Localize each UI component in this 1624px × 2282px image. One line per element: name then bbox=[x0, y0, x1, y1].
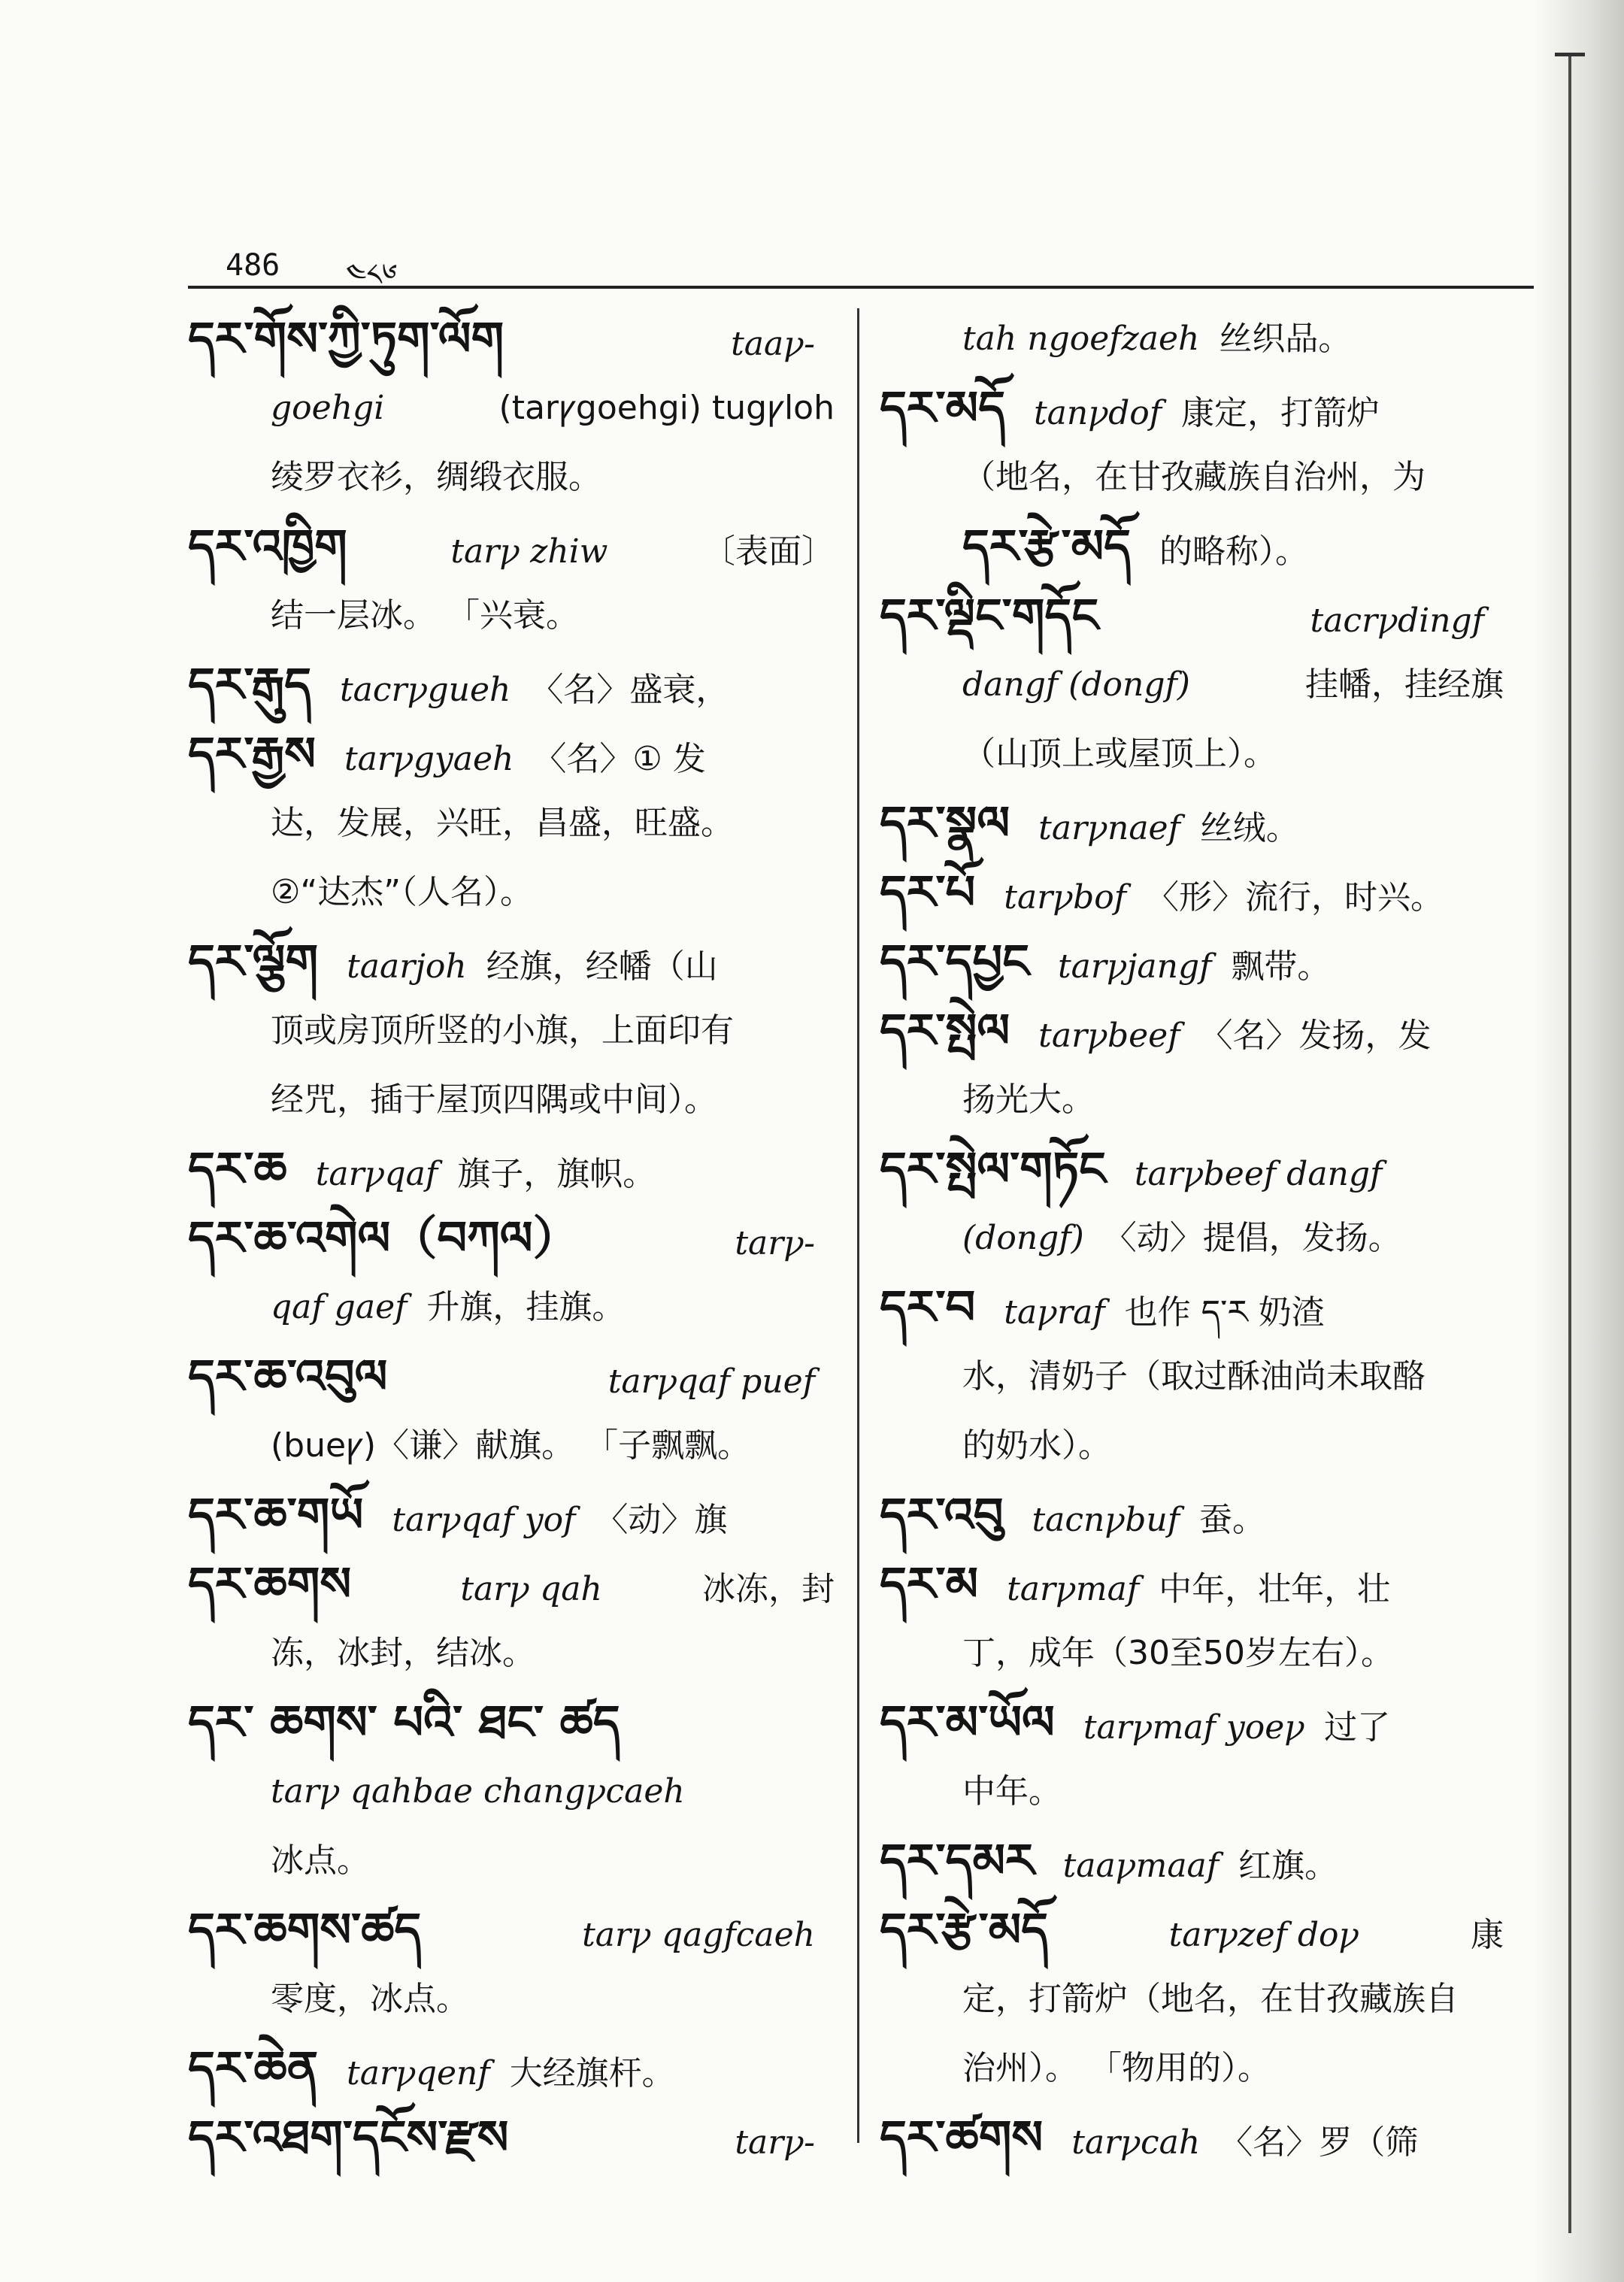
page-tibetan-number: ༤༨༦ bbox=[346, 258, 398, 292]
chinese-definition: 〈动〉提倡，发扬。 bbox=[1103, 1219, 1401, 1257]
romanization: tarꝩbeef dangf bbox=[1134, 1155, 1383, 1193]
dictionary-entry bbox=[880, 1273, 1504, 1342]
romanization: tarꝩ qagfcaeh bbox=[582, 1916, 815, 1954]
dictionary-entry bbox=[880, 1550, 1504, 1619]
tibetan-headword: དར་མ་ཡོལ bbox=[880, 1695, 1055, 1750]
entry-continuation bbox=[880, 650, 1504, 720]
chinese-definition: 大经旗杆。 bbox=[509, 2054, 675, 2093]
entry-continuation bbox=[188, 858, 835, 927]
romanization: tarꝩzef doꝩ bbox=[1168, 1916, 1359, 1954]
entry-continuation bbox=[880, 305, 1504, 374]
chinese-definition: 也作 ད་ར 奶渣 bbox=[1124, 1293, 1325, 1332]
chinese-definition: 红旗。 bbox=[1238, 1847, 1338, 1885]
entry-continuation bbox=[880, 1619, 1504, 1688]
romanization: tarꝩ qahbae changꝩcaeh bbox=[271, 1772, 685, 1811]
header-rule bbox=[188, 286, 1534, 289]
romanization: tarꝩmaf bbox=[1007, 1570, 1140, 1608]
dictionary-entry bbox=[880, 789, 1504, 858]
dictionary-entry bbox=[188, 1342, 835, 1411]
tibetan-headword: དར་སྣལ bbox=[880, 796, 1010, 850]
entry-continuation bbox=[880, 1065, 1504, 1135]
chinese-definition: 顶或房顶所竖的小旗，上面印有 bbox=[271, 1011, 734, 1050]
tibetan-headword: དར་ཆགས bbox=[188, 1556, 352, 1611]
chinese-definition: 结一层冰。 「兴衰。 bbox=[271, 596, 579, 635]
chinese-definition: 丝织品。 bbox=[1219, 320, 1352, 358]
romanization: tacnꝩbuf bbox=[1032, 1501, 1180, 1539]
chinese-definition: ②“达杰”（人名）。 bbox=[271, 873, 534, 911]
romanization: dangf (dongf) bbox=[962, 665, 1190, 704]
entry-continuation bbox=[188, 1826, 835, 1896]
tibetan-headword: དར་འཐག་དངོས་རྫས bbox=[188, 2110, 509, 2165]
romanization: qaf gaef bbox=[271, 1288, 408, 1326]
romanization: tarꝩbof bbox=[1004, 878, 1127, 917]
tibetan-headword: དར་ཆ bbox=[188, 1141, 287, 1196]
romanization: (dongf) bbox=[962, 1219, 1084, 1257]
dictionary-entry bbox=[188, 1135, 835, 1204]
chinese-definition: 挂幡，挂经旗 bbox=[1305, 665, 1504, 704]
chinese-definition: 康定，打箭炉 bbox=[1181, 394, 1380, 432]
chinese-definition: 飘带。 bbox=[1231, 947, 1331, 986]
tibetan-headword: དར་རྒུད bbox=[188, 657, 311, 712]
romanization: goehgi bbox=[271, 389, 385, 427]
tibetan-headword: དར་རྩེ་མདོ bbox=[962, 519, 1132, 574]
entry-continuation bbox=[880, 1204, 1504, 1273]
chinese-definition: 中年，壮年，壮 bbox=[1159, 1570, 1391, 1608]
chinese-definition: 康 bbox=[1470, 1916, 1504, 1954]
chinese-definition: 蚕。 bbox=[1199, 1501, 1266, 1539]
chinese-definition: 旗子，旗帜。 bbox=[457, 1155, 656, 1193]
dictionary-entry bbox=[188, 1896, 835, 1965]
tibetan-headword: དར་ཆེན bbox=[188, 2041, 319, 2096]
chinese-definition: 〈名〉盛衰， bbox=[530, 671, 729, 709]
dictionary-entry bbox=[188, 720, 835, 789]
romanization: tarꝩbeef bbox=[1038, 1017, 1180, 1055]
dictionary-entry bbox=[880, 1826, 1504, 1896]
romanization: tanꝩdof bbox=[1033, 394, 1162, 432]
dictionary-entry bbox=[880, 374, 1504, 443]
chinese-definition: (tarꝩgoehgi) tugꝩloh bbox=[498, 389, 835, 427]
chinese-definition: 〈名〉发扬，发 bbox=[1199, 1017, 1432, 1055]
dictionary-entry bbox=[188, 1688, 835, 1757]
scan-edge-tick bbox=[1555, 53, 1585, 56]
romanization: tarꝩqaf bbox=[315, 1155, 438, 1193]
tibetan-headword: དར་ཆ་འགེལ（བཀལ） bbox=[188, 1211, 580, 1265]
chinese-definition: 过了 bbox=[1324, 1708, 1391, 1747]
dictionary-entry bbox=[880, 2103, 1504, 2172]
romanization: tarꝩnaef bbox=[1038, 809, 1180, 847]
entry-continuation bbox=[880, 720, 1504, 789]
tibetan-headword: དར་པོ bbox=[880, 865, 976, 920]
tibetan-headword: དར་རྩེ་མདོ bbox=[880, 1902, 1049, 1957]
romanization: tacrꝩgueh bbox=[340, 671, 511, 709]
dictionary-entry bbox=[880, 1135, 1504, 1204]
romanization: taarjoh bbox=[347, 947, 467, 986]
dictionary-entry bbox=[188, 305, 835, 374]
entry-continuation bbox=[880, 1965, 1504, 2034]
dictionary-entry bbox=[880, 996, 1504, 1065]
tibetan-headword: དར་མ bbox=[880, 1556, 979, 1611]
chinese-definition: 升旗，挂旗。 bbox=[426, 1288, 626, 1326]
romanization: tarꝩ- bbox=[735, 1224, 815, 1262]
dictionary-entry bbox=[188, 1550, 835, 1619]
tibetan-headword: དར་དམར bbox=[880, 1833, 1035, 1888]
entry-continuation bbox=[880, 1342, 1504, 1411]
dictionary-entry bbox=[880, 858, 1504, 927]
dictionary-entry bbox=[188, 650, 835, 720]
tibetan-headword: དར་ ཆགས་ པའི་ ཐང་ ཚད bbox=[188, 1695, 620, 1750]
chinese-definition: 冰点。 bbox=[271, 1841, 370, 1880]
tibetan-headword: དར་བ bbox=[880, 1280, 976, 1335]
dictionary-entry bbox=[188, 1204, 835, 1273]
entry-continuation bbox=[188, 1757, 835, 1826]
romanization: tarꝩ zhiw bbox=[450, 532, 608, 571]
right-column bbox=[880, 305, 1504, 2172]
dictionary-entry bbox=[880, 927, 1504, 996]
entry-continuation bbox=[880, 1411, 1504, 1480]
entry-continuation bbox=[188, 996, 835, 1065]
entry-continuation bbox=[188, 1619, 835, 1688]
chinese-definition: 达，发展，兴旺，昌盛，旺盛。 bbox=[271, 804, 734, 842]
tibetan-headword: དར་ཆ་གཡོ bbox=[188, 1487, 364, 1542]
chinese-definition: 中年。 bbox=[962, 1772, 1062, 1811]
romanization: tarꝩjangf bbox=[1057, 947, 1212, 986]
chinese-definition: 治州）。 「物用的）。 bbox=[962, 2049, 1271, 2087]
dictionary-entry bbox=[188, 512, 835, 581]
tibetan-headword: དར་དཔྱང bbox=[880, 934, 1029, 989]
romanization: taaꝩmaaf bbox=[1062, 1847, 1220, 1885]
column-divider bbox=[857, 308, 859, 2143]
romanization: tarꝩqenf bbox=[347, 2054, 490, 2093]
entry-continuation bbox=[188, 1273, 835, 1342]
chinese-definition: 〈动〉旗 bbox=[595, 1501, 728, 1539]
chinese-definition: 的略称）。 bbox=[1159, 532, 1309, 571]
tibetan-headword: དར་འབུ bbox=[880, 1487, 1004, 1542]
chinese-definition: （地名，在甘孜藏族自治州，为 bbox=[962, 458, 1426, 496]
chinese-definition: 零度，冰点。 bbox=[271, 1980, 469, 2018]
romanization: tarꝩqaf puef bbox=[607, 1362, 815, 1401]
tibetan-headword: དར་རྒྱས bbox=[188, 726, 316, 781]
dictionary-entry bbox=[188, 1480, 835, 1550]
dictionary-entry bbox=[880, 1896, 1504, 1965]
chinese-definition: 〈形〉流行，时兴。 bbox=[1146, 878, 1444, 917]
chinese-definition: 冰冻，封 bbox=[702, 1570, 835, 1608]
chinese-definition: 经旗，经幡（山 bbox=[486, 947, 718, 986]
romanization: tarꝩ- bbox=[735, 2123, 815, 2162]
chinese-definition: 〔表面〕 bbox=[702, 532, 835, 571]
dictionary-entry bbox=[188, 2103, 835, 2172]
romanization: tacrꝩdingf bbox=[1310, 602, 1484, 640]
entry-continuation bbox=[880, 2034, 1504, 2103]
page-number: 486 bbox=[226, 248, 280, 283]
dictionary-entry bbox=[880, 581, 1504, 650]
chinese-definition: 丝绒。 bbox=[1199, 809, 1299, 847]
entry-continuation bbox=[188, 374, 835, 443]
romanization: tarꝩqaf yof bbox=[392, 1501, 576, 1539]
romanization: tarꝩmaf yoeꝩ bbox=[1083, 1708, 1305, 1747]
chinese-definition: 经咒，插于屋顶四隅或中间）。 bbox=[271, 1080, 717, 1119]
dictionary-entry bbox=[188, 2034, 835, 2103]
tibetan-headword: དར་མདོ bbox=[880, 380, 1005, 435]
romanization: tarꝩ qah bbox=[460, 1570, 602, 1608]
entry-continuation bbox=[188, 789, 835, 858]
tibetan-headword: དར་ཆགས་ཚད bbox=[188, 1902, 422, 1957]
tibetan-headword: དར་སྤེལ་གཏོང bbox=[880, 1141, 1106, 1196]
chinese-definition: 水，清奶子（取过酥油尚未取酪 bbox=[962, 1357, 1426, 1396]
dictionary-entry bbox=[880, 1480, 1504, 1550]
tibetan-headword: དར་སྤེལ bbox=[880, 1003, 1010, 1058]
chinese-definition: 〈名〉① 发 bbox=[533, 740, 706, 778]
romanization: taaꝩ- bbox=[731, 325, 815, 363]
entry-continuation bbox=[880, 1757, 1504, 1826]
entry-continuation bbox=[188, 1965, 835, 2034]
tibetan-headword: དར་ཚགས bbox=[880, 2110, 1044, 2165]
tibetan-headword: དར་གོས་ཀྱི་ཏུག་ལོག bbox=[188, 311, 504, 366]
tibetan-headword: དར་ལྡིང་གདོང bbox=[880, 588, 1099, 643]
chinese-definition: 定，打箭炉（地名，在甘孜藏族自 bbox=[962, 1980, 1459, 2018]
chinese-definition: 冻，冰封，结冰。 bbox=[271, 1634, 535, 1672]
dictionary-entry bbox=[188, 927, 835, 996]
tibetan-headword: དར་ལྕོག bbox=[188, 934, 319, 989]
entry-continuation bbox=[188, 581, 835, 650]
romanization: tarꝩcah bbox=[1071, 2123, 1201, 2162]
entry-continuation bbox=[880, 443, 1504, 512]
left-column bbox=[188, 305, 835, 2172]
chinese-definition: 绫罗衣衫，绸缎衣服。 bbox=[271, 458, 601, 496]
scan-edge-shadow bbox=[1534, 0, 1624, 2282]
chinese-definition: 的奶水）。 bbox=[962, 1426, 1111, 1465]
romanization: taꝩraf bbox=[1004, 1293, 1105, 1332]
entry-continuation bbox=[880, 512, 1504, 581]
scan-edge-line bbox=[1568, 53, 1571, 2233]
tibetan-headword: དར་འཁྱིག bbox=[188, 519, 347, 574]
tibetan-headword: དར་ཆ་འབུལ bbox=[188, 1349, 388, 1404]
chinese-definition: （山顶上或屋顶上）。 bbox=[962, 735, 1277, 773]
chinese-definition: 扬光大。 bbox=[962, 1080, 1095, 1119]
romanization: tarꝩgyaeh bbox=[344, 740, 514, 778]
chinese-definition: 〈名〉罗（筛 bbox=[1220, 2123, 1419, 2162]
entry-continuation bbox=[188, 443, 835, 512]
entry-continuation bbox=[188, 1411, 835, 1480]
dictionary-entry bbox=[880, 1688, 1504, 1757]
chinese-definition: (bueꝩ)〈谦〉献旗。 「子飘飘。 bbox=[271, 1426, 751, 1465]
romanization: tah ngoefzaeh bbox=[962, 320, 1200, 358]
entry-continuation bbox=[188, 1065, 835, 1135]
chinese-definition: 丁，成年（30至50岁左右）。 bbox=[962, 1634, 1394, 1672]
